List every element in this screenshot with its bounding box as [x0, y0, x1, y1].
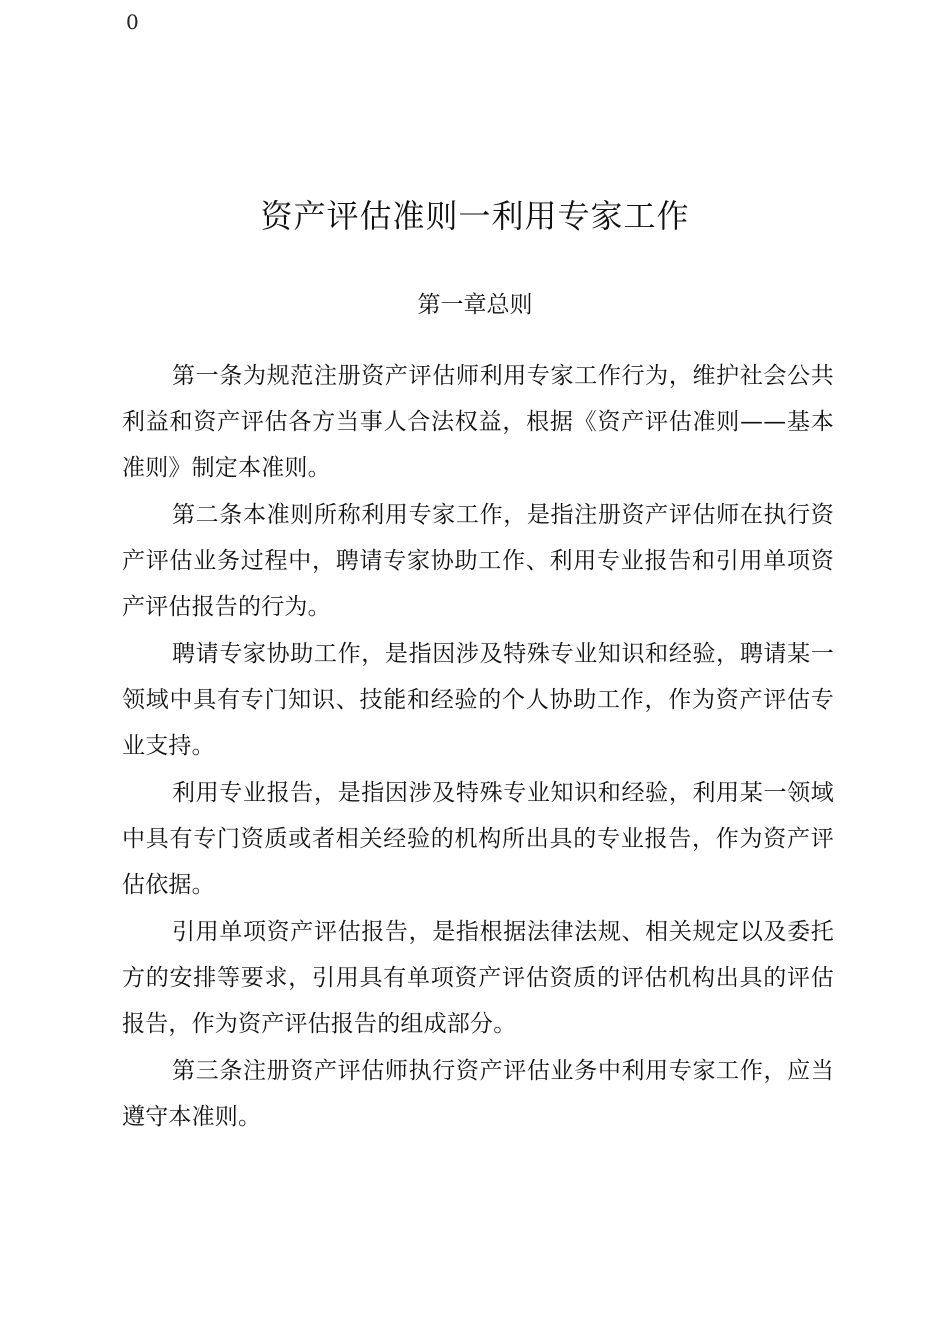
paragraph-expert-assistance: 聘请专家协助工作，是指因涉及特殊专业知识和经验，聘请某一领域中具有专门知识、技能和经验的个人协助工作，作为资产评估专业支持。: [122, 641, 834, 759]
page-marker: 0: [126, 10, 139, 34]
document-title: 资产评估准则一利用专家工作: [260, 197, 690, 235]
paragraph-professional-report: 利用专业报告，是指因涉及特殊专业知识和经验，利用某一领域中具有专门资质或者相关经验的机构所出具的专业报告，作为资产评估依据。: [122, 780, 834, 898]
paragraph-article-1: 第一条为规范注册资产评估师利用专家工作行为，维护社会公共利益和资产评估各方当事人合法权益，根据《资产评估准则——基本准则》制定本准则。: [122, 363, 834, 481]
paragraph-article-3: 第三条注册资产评估师执行资产评估业务中利用专家工作，应当遵守本准则。: [122, 1058, 834, 1130]
paragraph-single-asset-report: 引用单项资产评估报告，是指根据法律法规、相关规定以及委托方的安排等要求，引用具有单项资产评估资质的评估机构出具的评估报告，作为资产评估报告的组成部分。: [122, 919, 834, 1037]
paragraph-article-2: 第二条本准则所称利用专家工作，是指注册资产评估师在执行资产评估业务过程中，聘请专家协助工作、利用专业报告和引用单项资产评估报告的行为。: [122, 502, 834, 620]
chapter-heading: 第一章总则: [417, 292, 533, 318]
body-text: [122, 353, 834, 1141]
